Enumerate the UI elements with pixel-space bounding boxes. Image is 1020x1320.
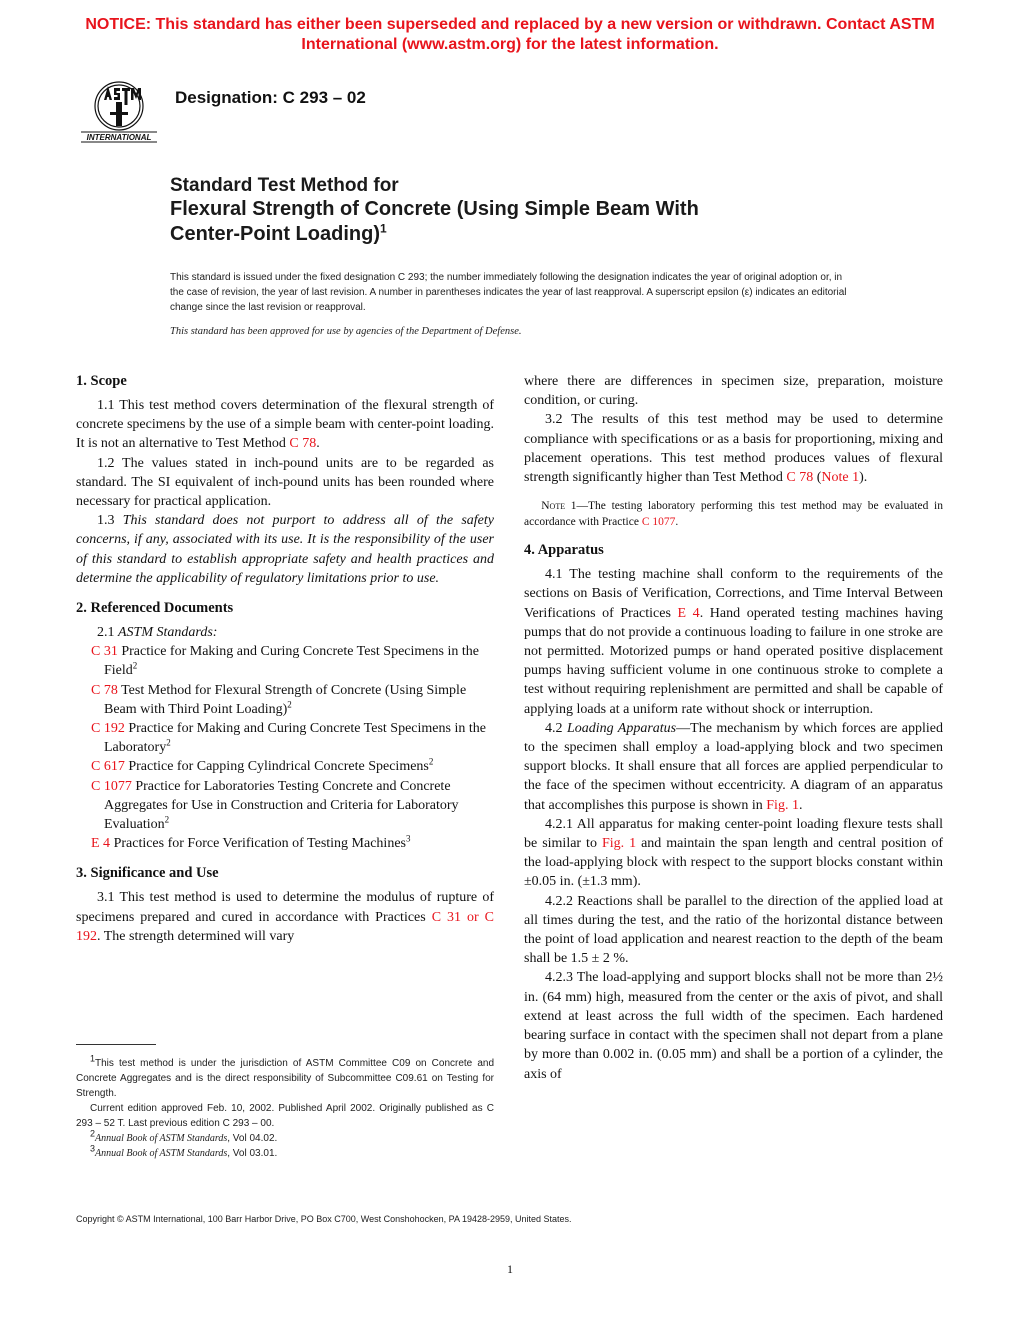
reference-c31: [76, 642, 494, 680]
paragraph-1-1-end: .: [316, 436, 320, 452]
link-c617-ref[interactable]: C 617: [91, 759, 125, 775]
paragraph-1-3-text: This standard does not purport to address all of the safety concerns, if any, associated with its use. It is the responsibility of the user of this standard to establish appropriate safety and health practices and determine the applicability of regulatory limitations prior to use.: [76, 513, 494, 586]
link-fig-1[interactable]: Fig. 1: [766, 797, 799, 813]
approved-note: This standard has been approved for use by agencies of the Department of Defense.: [170, 326, 522, 337]
paragraph-4-2-text: —The mechanism by which forces are applied to the specimen shall employ a load-applying block and two specimen support blocks. It shall ensure that all forces are applied perpendicular to the face of the specimen without eccentricity. A diagram of an apparatus that accomplishes this purpose is shown in: [524, 720, 943, 813]
footnote-marker: 2: [428, 756, 434, 767]
footnote-1-edition: Current edition approved Feb. 10, 2002. Published April 2002. Originally published as C 293 – 52 T. Last previous edition C 293 – 00.: [76, 1103, 494, 1129]
footnote-3-text: , Vol 03.01.: [227, 1148, 278, 1159]
paragraph-4-2-1-text: 4.2.1 All apparatus for making center-point loading flexure tests shall be similar to: [524, 816, 943, 852]
footnote-marker: 2: [287, 699, 292, 710]
link-c78[interactable]: C 78: [289, 436, 317, 452]
paragraph-4-2-3: 4.2.3 The load-applying and support blocks shall not be more than 2½ in. (64 mm) high, measured from the center or the axis of pivot, and shall extend at least across the full width of the specimen. Each hardened bearing surface in contact with the specimen shall not depart from a plane by more than 0.002 in. (0.05 mm) and shall be a portion of a cylinder, the axis of: [524, 970, 943, 1082]
issued-note: This standard is issued under the fixed designation C 293; the number immediately following the designation indicates the year of original adoption or, in the case of revision, the year of last revision. A number in parentheses indicates the year of last reapproval. A superscript epsilon (ε) indicates an editorial change since the last revision or reapproval.: [170, 272, 847, 313]
paragraph-2-1-num: 2.1: [97, 625, 118, 641]
paragraph-3-2-end: ).: [859, 470, 868, 486]
copyright-line: Copyright © ASTM International, 100 Barr Harbor Drive, PO Box C700, West Conshohocken, PA 19428-2959, United States.: [76, 1214, 572, 1224]
section-heading-significance: 3. Significance and Use: [76, 865, 219, 882]
paragraph-1-3-num: 1.3: [97, 513, 123, 529]
note-label: Note: [541, 500, 566, 513]
designation: Designation: C 293 – 02: [175, 88, 366, 107]
paragraph-2-1: [76, 623, 494, 642]
paragraph-1-3: [76, 511, 494, 588]
link-c78-ref[interactable]: C 78: [91, 682, 118, 698]
reference-e4-text: Practices for Force Verification of Testing Machines: [110, 836, 406, 852]
paragraph-4-2-num: 4.2: [545, 720, 567, 736]
link-note-1[interactable]: Note 1: [821, 470, 860, 486]
footnote-1-marker: 1: [90, 1053, 96, 1064]
paragraph-3-1-or: or: [461, 909, 485, 925]
reference-e4: [76, 834, 494, 853]
paragraph-1-1: [76, 396, 494, 454]
withdrawal-notice: [40, 15, 980, 55]
note-1-text: 1—The testing laboratory performing this test method may be evaluated in accordance with Practice: [524, 500, 943, 529]
paragraph-3-2-text: 3.2 The results of this test method may be used to determine compliance with specifications or as a basis for proportioning, mixing and placement operations. This test method produces values of flexural strength significantly higher than Test Method: [524, 412, 943, 486]
notice-line-2: International (www.astm.org) for the latest information.: [301, 36, 719, 53]
right-column: [524, 372, 943, 1084]
section-heading-referenced: 2. Referenced Documents: [76, 600, 234, 617]
footnote-marker: 2: [164, 814, 170, 825]
paragraph-3-1: [76, 888, 494, 946]
title-line-2: Flexural Strength of Concrete (Using Simple Beam With: [170, 198, 699, 220]
link-c192-ref[interactable]: C 192: [91, 721, 125, 737]
note-1-end: .: [675, 516, 679, 529]
document-title: [170, 175, 870, 247]
paragraph-1-2: 1.2 The values stated in inch-pound units are to be regarded as standard. The SI equivalent of inch-pound units has been rounded where necessary for practical application.: [76, 455, 494, 510]
link-fig-1-b[interactable]: Fig. 1: [601, 836, 637, 852]
footnote-3: [76, 1143, 494, 1161]
footnote-2-marker: 2: [90, 1128, 96, 1139]
link-c78-sig[interactable]: C 78: [786, 470, 814, 486]
paragraph-3-2: [524, 410, 943, 487]
section-heading-apparatus: 4. Apparatus: [524, 542, 604, 559]
paragraph-4-2-1: [524, 815, 943, 892]
paragraph-3-1-end: . The strength determined will vary: [97, 928, 295, 944]
reference-c192-text: Practice for Making and Curing Concrete Test Specimens in the Laboratory: [104, 721, 486, 756]
footnote-marker: 2: [166, 737, 171, 748]
link-c31-ref[interactable]: C 31: [91, 644, 118, 660]
title-line-3-text: Center-Point Loading): [170, 223, 380, 245]
note-1: [524, 498, 943, 530]
footnote-2-text: , Vol 04.02.: [227, 1133, 278, 1144]
notice-line-1: NOTICE: This standard has either been superseded and replaced by a new version or withdrawn. Contact ASTM: [85, 16, 935, 33]
footnote-1-text: This test method is under the jurisdiction of ASTM Committee C09 on Concrete and Concrete Aggregates and is the direct responsibility of Subcommittee C09.61 on Testing for Strength.: [76, 1058, 494, 1099]
footnote-2-title: Annual Book of ASTM Standards: [95, 1133, 228, 1144]
paragraph-2-1-text: ASTM Standards:: [118, 625, 218, 641]
link-e4[interactable]: E 4: [677, 605, 700, 621]
logo-text: INTERNATIONAL: [86, 133, 152, 142]
title-line-1: Standard Test Method for: [170, 175, 399, 196]
footnotes: [76, 1053, 494, 1161]
paragraph-4-2-2: 4.2.2 Reactions shall be parallel to the direction of the applied load at all times during the test, and the ratio of the horizontal distance between the point of load application and nearest reaction to the depth of the beam shall be 1.5 ± 2 %.: [524, 893, 943, 967]
paragraph-4-1: [524, 565, 943, 719]
reference-c617: [76, 757, 494, 776]
link-c1077[interactable]: C 1077: [641, 516, 676, 529]
reference-c1077: [76, 777, 494, 835]
paragraph-3-2-paren: (: [813, 470, 822, 486]
paragraph-4-2: [524, 719, 943, 815]
footnote-3-marker: 3: [90, 1143, 96, 1154]
link-c1077-ref[interactable]: C 1077: [91, 778, 132, 794]
link-c31[interactable]: C 31: [431, 909, 462, 925]
footnote-3-title: Annual Book of ASTM Standards: [95, 1148, 228, 1159]
paragraph-4-2-1-end: and maintain the span length and central position of the load-applying block with respect to the support blocks constant within ±0.05 in. (±1.3 mm).: [524, 836, 943, 890]
footnote-marker: 3: [405, 833, 411, 844]
reference-c192: [76, 719, 494, 757]
footnote-marker: 2: [132, 660, 138, 671]
link-c192[interactable]: C 192: [76, 909, 495, 944]
reference-c31-text: Practice for Making and Curing Concrete Test Specimens in the Field: [104, 644, 479, 679]
paragraph-1-1-text: 1.1 This test method covers determination of the flexural strength of concrete specimens by the use of a simple beam with center-point loading. It is not an alternative to Test Method: [76, 398, 494, 452]
page-number: 1: [507, 1262, 513, 1276]
paragraph-4-2-title: Loading Apparatus: [566, 720, 677, 736]
reference-c78-text: Test Method for Flexural Strength of Concrete (Using Simple Beam with Third Point Loading): [104, 682, 467, 717]
astm-logo-icon: [78, 76, 160, 150]
footnote-1: [76, 1053, 494, 1101]
reference-c617-text: Practice for Capping Cylindrical Concrete Specimens: [124, 759, 429, 775]
left-column: [76, 372, 494, 946]
paragraph-3-1-continued: where there are differences in specimen size, preparation, moisture condition, or curing.: [524, 374, 943, 409]
reference-c1077-text: Practice for Laboratories Testing Concrete and Concrete Aggregates for Use in Construction and Criteria for Laboratory Evaluation: [104, 778, 459, 833]
link-e4-ref[interactable]: E 4: [91, 836, 111, 852]
paragraph-4-2-end: .: [798, 797, 803, 813]
title-footnote-marker: 1: [379, 221, 387, 236]
section-heading-scope: 1. Scope: [76, 373, 127, 389]
paragraph-4-1-end: . Hand operated testing machines having pumps that do not provide a continuous loading to failure in one stroke are not permitted. Motorized pumps or hand operated positive displacement pumps having sufficient volume in one continuous stroke to complete a test without requiring replenishment are permitted and shall be capable of applying loads at a uniform rate without shock or interruption.: [524, 605, 943, 717]
paragraph-4-1-text: 4.1 The testing machine shall conform to the requirements of the sections on Basis of Verification, Corrections, and Time Interval Between Verifications of Practices: [524, 567, 943, 621]
footnote-divider: [76, 1044, 156, 1045]
title-line-3: [170, 222, 870, 247]
reference-c78: [76, 681, 494, 719]
footnote-2: [76, 1128, 494, 1146]
paragraph-3-1-text: 3.1 This test method is used to determine the modulus of rupture of specimens prepared and cured in accordance with Practices: [76, 890, 494, 925]
astm-logo: [78, 76, 160, 150]
